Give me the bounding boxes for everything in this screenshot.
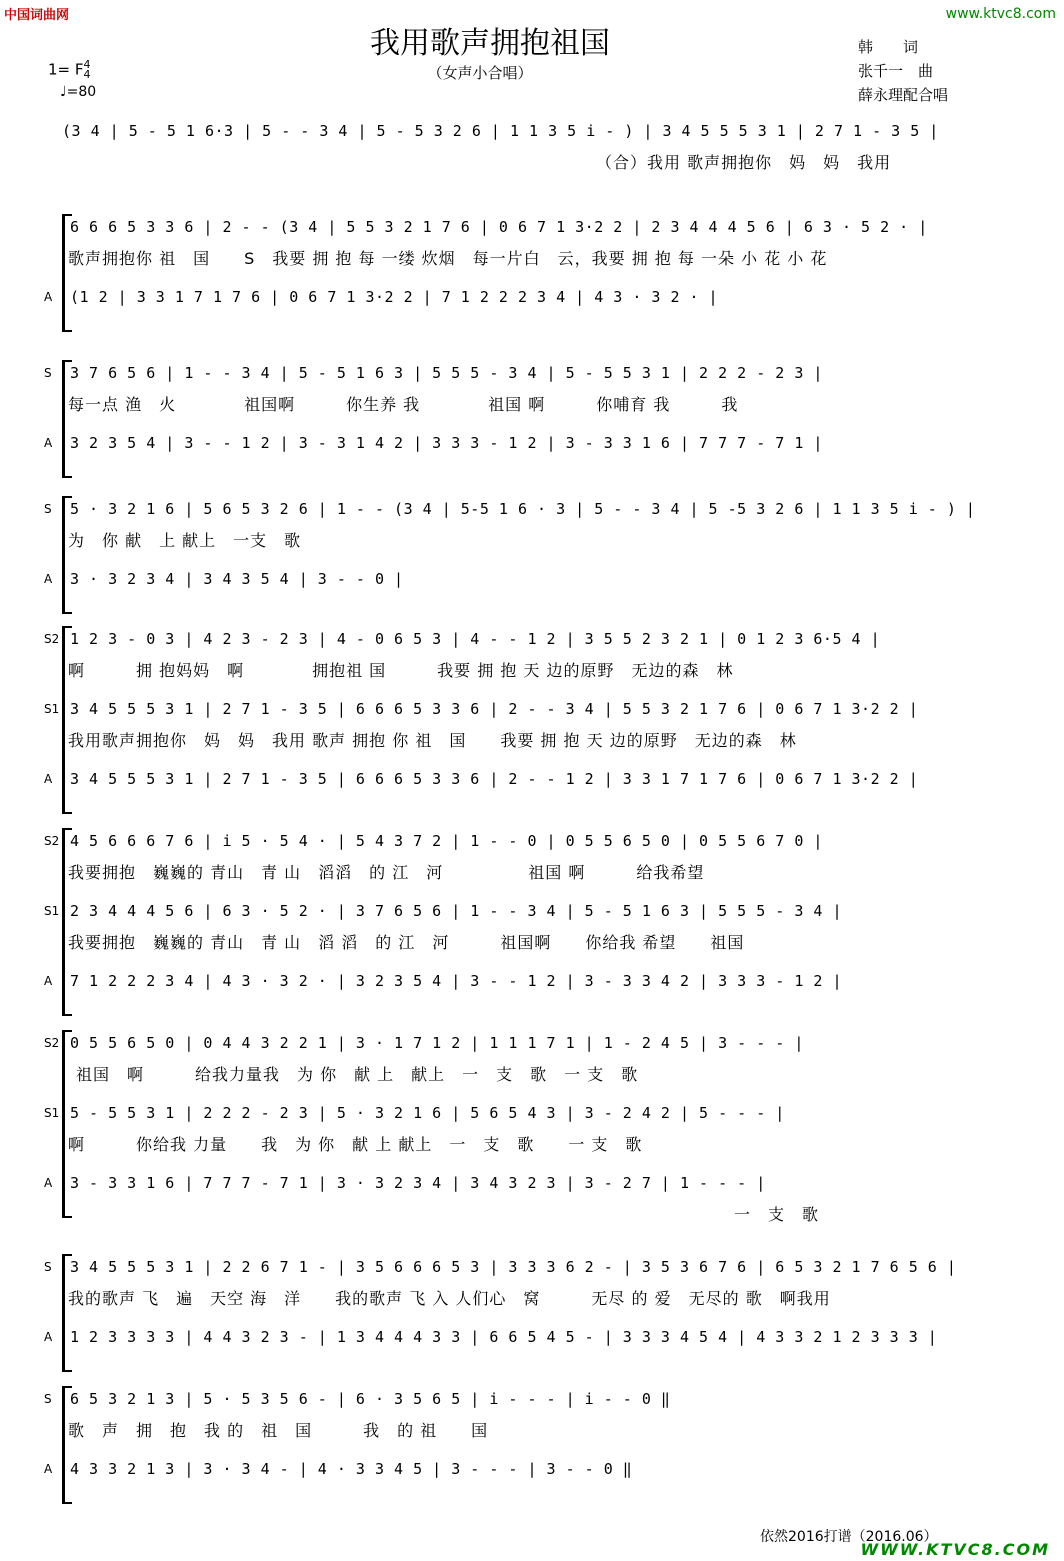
voice-label: A <box>44 974 53 988</box>
voice-label: A <box>44 436 53 450</box>
lyric-line: 祖国 啊 给我力量我 为 你 献 上 献上 一 支 歌 一 支 歌 <box>76 1065 639 1084</box>
notation-line: 3 4 5 5 5 3 1 | 2 7 1 - 3 5 | 6 6 6 5 3 3 6 | 2 - - 1 2 | 3 3 1 7 1 7 6 | 0 6 7 1 3·2 2 | <box>70 770 919 788</box>
voice-label: S <box>44 366 52 380</box>
system-bracket <box>62 1386 65 1504</box>
lyric-line: 我用歌声拥抱你 妈 妈 我用 歌声 拥抱 你 祖 国 我要 拥 抱 天 边的原野 无边的森 林 <box>68 731 797 750</box>
notation-line: (1 2 | 3 3 1 7 1 7 6 | 0 6 7 1 3·2 2 | 7 1 2 2 2 3 4 | 4 3 · 3 2 · | <box>70 288 719 306</box>
voice-label: S2 <box>44 834 60 848</box>
lyric-line: 歌 声 拥 抱 我 的 祖 国 我 的 祖 国 <box>68 1421 489 1440</box>
notation-line: 6 5 3 2 1 3 | 5 · 5 3 5 6 - | 6 · 3 5 6 5 | i - - - | i - - 0 ‖ <box>70 1390 671 1408</box>
system-bracket <box>62 214 65 332</box>
notation-line: 2 3 4 4 4 5 6 | 6 3 · 5 2 · | 3 7 6 5 6 | 1 - - 3 4 | 5 - 5 1 6 3 | 5 5 5 - 3 4 | <box>70 902 842 920</box>
voice-label: S2 <box>44 1036 60 1050</box>
arranger-credit: 薛永理配合唱 <box>858 86 949 104</box>
notation-line: 3 7 6 5 6 | 1 - - 3 4 | 5 - 5 1 6 3 | 5 5 5 - 3 4 | 5 - 5 5 3 1 | 2 2 2 - 2 3 | <box>70 364 823 382</box>
key-signature <box>48 60 91 80</box>
transcriber-credit: 依然2016打谱（2016.06） <box>760 1529 938 1545</box>
lyric-line: 为 你 献 上 献上 一支 歌 <box>68 531 302 550</box>
system-bracket <box>62 626 65 814</box>
lyric-line: 我要拥抱 巍巍的 青山 青 山 滔 滔 的 江 河 祖国啊 你给我 希望 祖国 <box>68 933 745 952</box>
time-top: 4 <box>83 58 91 71</box>
time-bottom: 4 <box>83 68 91 81</box>
time-signature <box>84 60 91 80</box>
lyric-line: 一 支 歌 <box>734 1205 820 1224</box>
voice-label: A <box>44 772 53 786</box>
notation-line: 4 5 6 6 6 7 6 | i 5 · 5 4 · | 5 4 3 7 2 | 1 - - 0 | 0 5 5 6 5 0 | 0 5 5 6 7 0 | <box>70 832 823 850</box>
system-bracket <box>62 496 65 614</box>
notation-line: 6 6 6 5 3 3 6 | 2 - - (3 4 | 5 5 3 2 1 7 6 | 0 6 7 1 3·2 2 | 2 3 4 4 4 5 6 | 6 3 · 5 2 · | <box>70 218 928 236</box>
lyric-line: 我要拥抱 巍巍的 青山 青 山 滔滔 的 江 河 祖国 啊 给我希望 <box>68 863 705 882</box>
composer-credit: 张千一 曲 <box>858 62 934 80</box>
key-label: 1= F <box>48 60 84 79</box>
notation-line: (3 4 | 5 - 5 1 6·3 | 5 - - 3 4 | 5 - 5 3 2 6 | 1 1 3 5 i - ) | 3 4 5 5 5 3 1 | 2 7 1 - 3 5 | <box>62 122 939 140</box>
voice-label: S1 <box>44 1106 60 1120</box>
lyricist-credit: 韩 词 <box>858 38 919 56</box>
notation-line: 1 2 3 - 0 3 | 4 2 3 - 2 3 | 4 - 0 6 5 3 | 4 - - 1 2 | 3 5 5 2 3 2 1 | 0 1 2 3 6·5 4 | <box>70 630 881 648</box>
lyric-line: 啊 拥 抱妈妈 啊 拥抱祖 国 我要 拥 抱 天 边的原野 无边的森 林 <box>68 661 734 680</box>
notation-line: 4 3 3 2 1 3 | 3 · 3 4 - | 4 · 3 3 4 5 | 3 - - - | 3 - - 0 ‖ <box>70 1460 633 1478</box>
lyric-line: 每一点 渔 火 祖国啊 你生养 我 祖国 啊 你哺育 我 我 <box>68 395 739 414</box>
notation-line: 3 - 3 3 1 6 | 7 7 7 - 7 1 | 3 · 3 2 3 4 | 3 4 3 2 3 | 3 - 2 7 | 1 - - - | <box>70 1174 766 1192</box>
system-bracket <box>62 1030 65 1218</box>
lyric-line: 歌声拥抱你 祖 国 S 我要 拥 抱 每 一缕 炊烟 每一片白 云，我要 拥 抱 每 一朵 小 花 小 花 <box>68 249 828 268</box>
voice-label: A <box>44 1176 53 1190</box>
voice-label: S1 <box>44 904 60 918</box>
notation-line: 0 5 5 6 5 0 | 0 4 4 3 2 2 1 | 3 · 1 7 1 2 | 1 1 1 7 1 | 1 - 2 4 5 | 3 - - - | <box>70 1034 804 1052</box>
song-subtitle: （女声小合唱） <box>427 64 533 82</box>
notation-line: 3 4 5 5 5 3 1 | 2 7 1 - 3 5 | 6 6 6 5 3 3 6 | 2 - - 3 4 | 5 5 3 2 1 7 6 | 0 6 7 1 3·2 2 | <box>70 700 919 718</box>
system-bracket <box>62 828 65 1016</box>
site-watermark-left: 中国词曲网 <box>4 8 70 23</box>
lyric-line: 我的歌声 飞 遍 天空 海 洋 我的歌声 飞 入 人们心 窝 无尽 的 爱 无尽的 歌 啊我用 <box>68 1289 831 1308</box>
voice-label: S <box>44 502 52 516</box>
notation-line: 3 4 5 5 5 3 1 | 2 2 6 7 1 - | 3 5 6 6 6 5 3 | 3 3 3 6 2 - | 3 5 3 6 7 6 | 6 5 3 2 1 7 6 5 6 | <box>70 1258 957 1276</box>
song-title: 我用歌声拥抱祖国 <box>370 26 610 61</box>
site-watermark-bottom: WWW.KTVC8.COM <box>860 1540 1050 1559</box>
voice-label: S <box>44 1260 52 1274</box>
voice-label: S2 <box>44 632 60 646</box>
notation-line: 7 1 2 2 2 3 4 | 4 3 · 3 2 · | 3 2 3 5 4 | 3 - - 1 2 | 3 - 3 3 4 2 | 3 3 3 - 1 2 | <box>70 972 842 990</box>
voice-label: A <box>44 572 53 586</box>
notation-line: 3 2 3 5 4 | 3 - - 1 2 | 3 - 3 1 4 2 | 3 3 3 - 1 2 | 3 - 3 3 1 6 | 7 7 7 - 7 1 | <box>70 434 823 452</box>
voice-label: S <box>44 1392 52 1406</box>
notation-line: 5 - 5 5 3 1 | 2 2 2 - 2 3 | 5 · 3 2 1 6 | 5 6 5 4 3 | 3 - 2 4 2 | 5 - - - | <box>70 1104 785 1122</box>
notation-line: 3 · 3 2 3 4 | 3 4 3 5 4 | 3 - - 0 | <box>70 570 404 588</box>
voice-label: A <box>44 1330 53 1344</box>
system-bracket <box>62 360 65 478</box>
voice-label: A <box>44 290 53 304</box>
voice-label: S1 <box>44 702 60 716</box>
notation-line: 5 · 3 2 1 6 | 5 6 5 3 2 6 | 1 - - (3 4 | 5-5 1 6 · 3 | 5 - - 3 4 | 5 -5 3 2 6 | 1 1 3 5 i - ) | <box>70 500 976 518</box>
voice-label: A <box>44 1462 53 1476</box>
site-watermark-right: www.ktvc8.com <box>945 6 1056 22</box>
tempo-marking: ♩=80 <box>60 84 97 100</box>
lyric-line: 啊 你给我 力量 我 为 你 献 上 献上 一 支 歌 一 支 歌 <box>68 1135 643 1154</box>
system-bracket <box>62 1254 65 1372</box>
notation-line: 1 2 3 3 3 3 | 4 4 3 2 3 - | 1 3 4 4 4 3 3 | 6 6 5 4 5 - | 3 3 3 4 5 4 | 4 3 3 2 1 2 3 3 3 | <box>70 1328 938 1346</box>
lyric-line: （合）我用 歌声拥抱你 妈 妈 我用 <box>596 153 892 172</box>
